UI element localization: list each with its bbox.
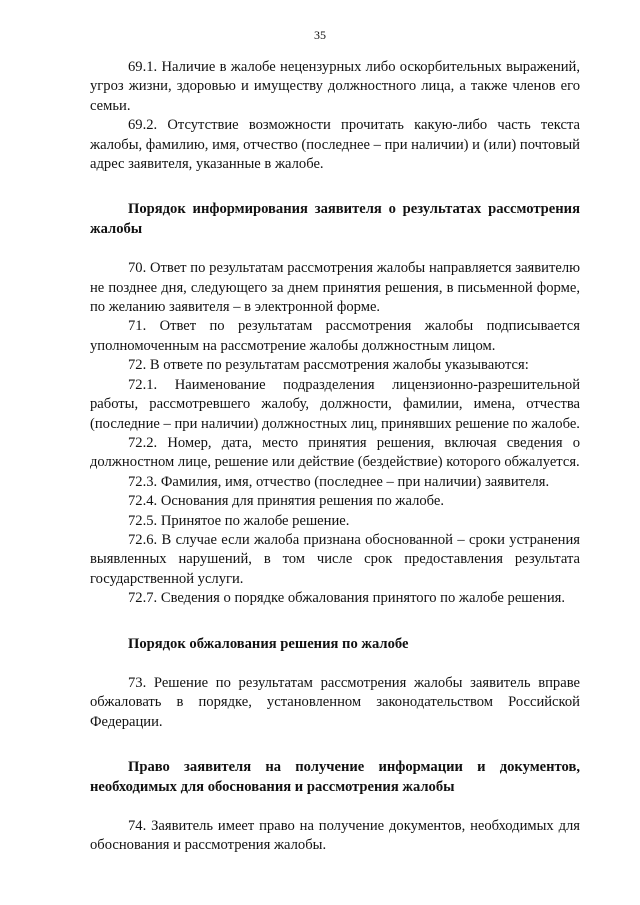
paragraph-72-3: 72.3. Фамилия, имя, отчество (последнее – при наличии) заявителя. (128, 473, 550, 490)
paragraph-72-1: 72.1. Наименование подразделения лицензионно-разрешительной работы, рассмотревшего жалобу, должности, фамилии, имена, отчества (последние – при наличии) должностных лиц, принявших решение по жалобе. (90, 376, 580, 432)
heading-applicant-rights: Право заявителя на получение информации и документов, необходимых для обоснования и рассмотрения жалобы (90, 759, 580, 795)
paragraph-73: 73. Решение по результатам рассмотрения жалобы заявитель вправе обжаловать в порядке, установленном законодательством Российской Федерации. (90, 674, 580, 730)
paragraph-69-2: 69.2. Отсутствие возможности прочитать какую-либо часть текста жалобы, фамилию, имя, отчество (последнее – при наличии) и (или) почтовый адрес заявителя, указанные в жалобе. (90, 117, 580, 173)
heading-informing-results: Порядок информирования заявителя о результатах рассмотрения жалобы (90, 201, 580, 237)
document-body (90, 58, 580, 856)
paragraph-72-4: 72.4. Основания для принятия решения по жалобе. (128, 493, 445, 510)
paragraph-72-2: 72.2. Номер, дата, место принятия решения, включая сведения о должностном лице, решение или действие (бездействие) которого обжалуется. (90, 434, 580, 471)
paragraph-69-1: 69.1. Наличие в жалобе нецензурных либо оскорбительных выражений, угроз жизни, здоровью и имуществу должностного лица, а также членов его семьи. (90, 59, 580, 114)
paragraph-70: 70. Ответ по результатам рассмотрения жалобы направляется заявителю не позднее дня, следующего за днем принятия решения, в письменной форме, по желанию заявителя – в электронной форме. (90, 260, 580, 316)
paragraph-72: 72. В ответе по результатам рассмотрения жалобы указываются: (128, 357, 529, 374)
heading-appeal-procedure: Порядок обжалования решения по жалобе (128, 635, 409, 652)
paragraph-71: 71. Ответ по результатам рассмотрения жалобы подписывается уполномоченным на рассмотрение жалобы должностным лицом. (90, 318, 580, 354)
page-number: 35 (314, 28, 326, 42)
paragraph-74: 74. Заявитель имеет право на получение документов, необходимых для обоснования и рассмотрения жалобы. (90, 818, 580, 854)
paragraph-72-5: 72.5. Принятое по жалобе решение. (128, 512, 350, 529)
paragraph-72-7: 72.7. Сведения о порядке обжалования принятого по жалобе решения. (128, 590, 566, 607)
paragraph-72-6: 72.6. В случае если жалоба признана обоснованной – сроки устранения выявленных нарушений, в том числе срок предоставления результата государственной услуги. (90, 531, 580, 587)
